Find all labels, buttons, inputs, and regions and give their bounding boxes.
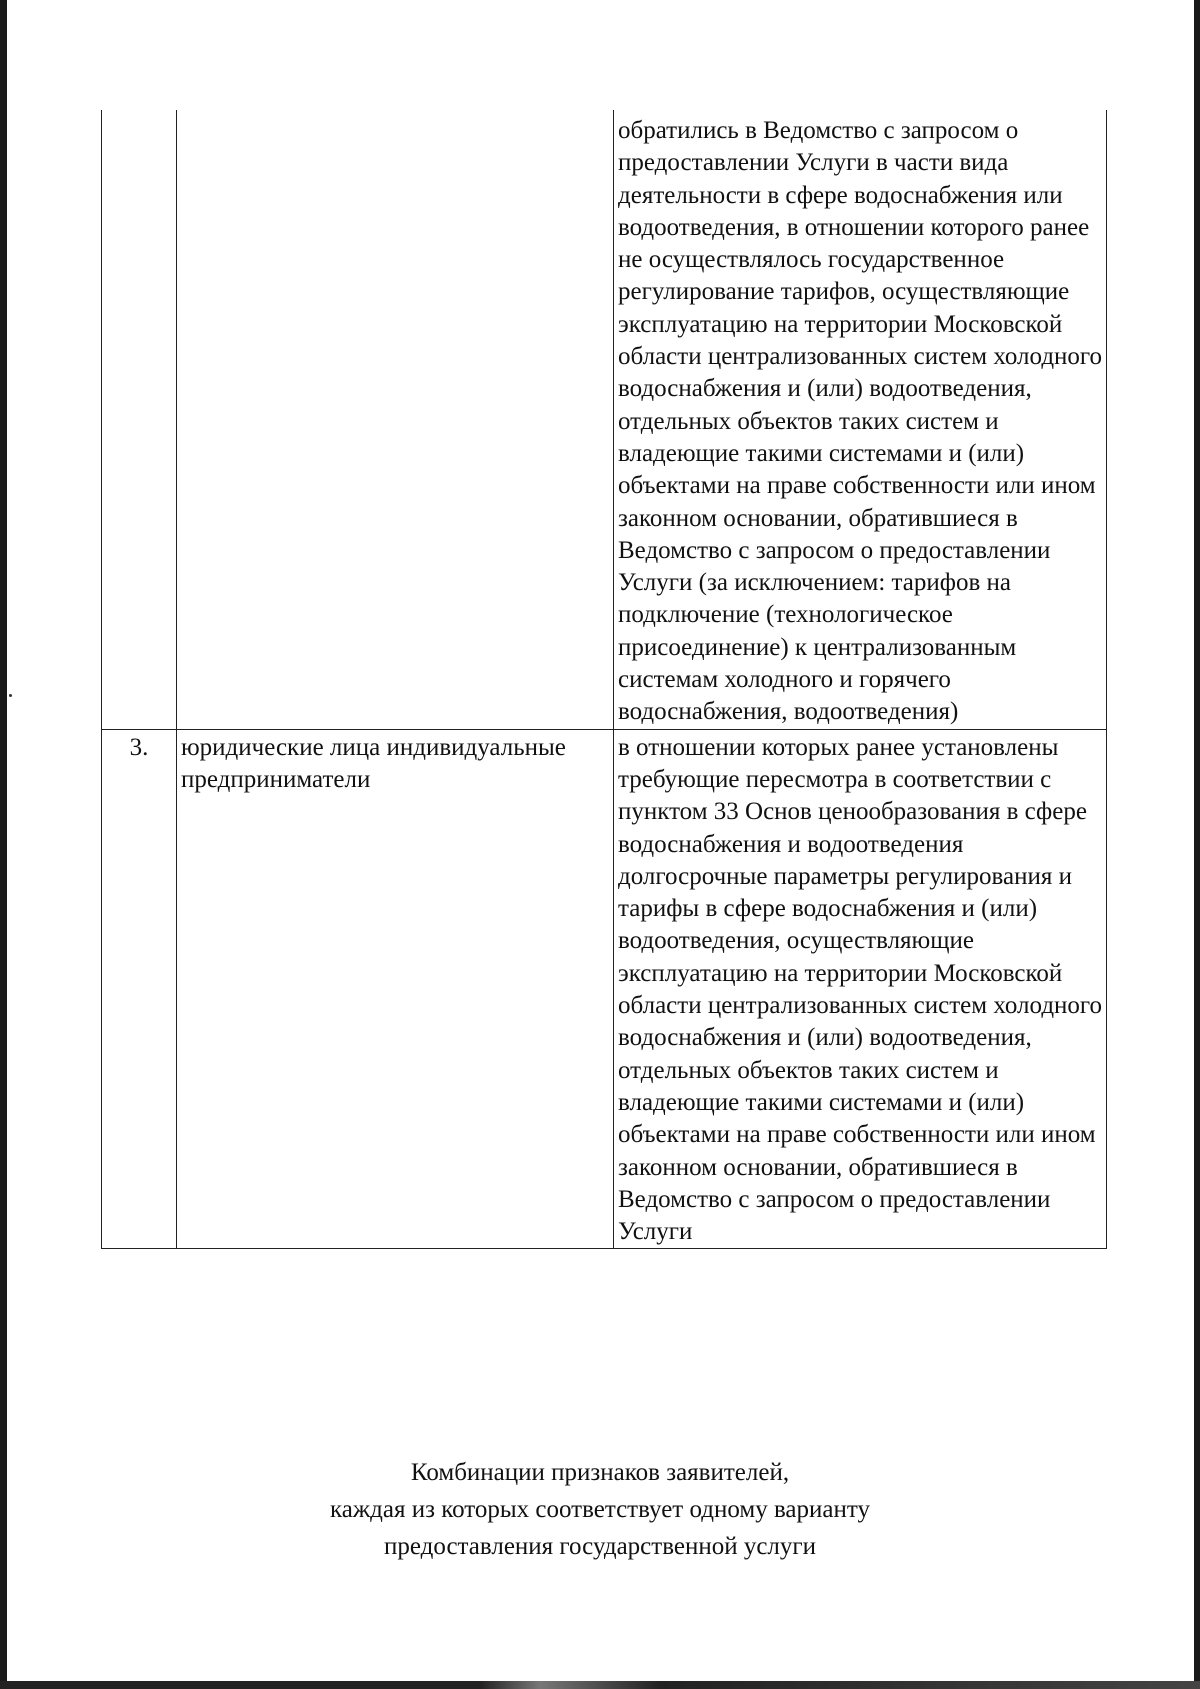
- row-number-cell: [102, 110, 177, 729]
- doc-table: [101, 110, 1107, 1249]
- applicant-categories-table: [101, 110, 1106, 1249]
- table-row-3: [102, 729, 1107, 1249]
- section-caption: [0, 1454, 1200, 1565]
- scan-speck: [9, 694, 12, 697]
- caption-line-1: Комбинации признаков заявителей,: [410, 1459, 790, 1486]
- description-cell: в отношении которых ранее установлены требующие пересмотра в соответствии с пунктом 33 Основ ценообразования в сфере водоснабжения и водоотведения долгосрочные параметры регулирования и тарифы в сфере водоснабжения и (или) водоотведения, осуществляющие эксплуатацию на территории Московской области централизованных систем холодного водоснабжения и (или) водоотведения, отдельных объектов таких систем и владеющие такими системами и (или) объектами на праве собственности или ином законном основании, обратившиеся в Ведомство с запросом о предоставлении Услуги: [614, 729, 1107, 1249]
- scan-edge-bottom: [0, 1681, 1200, 1689]
- applicant-cell: [177, 110, 614, 729]
- caption-line-3: предоставления государственной услуги: [383, 1533, 817, 1560]
- scan-edge-left: [0, 0, 7, 1689]
- table-row-continued: [102, 110, 1107, 729]
- scan-edge-right: [1194, 0, 1200, 1689]
- description-cell: обратились в Ведомство с запросом о предоставлении Услуги в части вида деятельности в сфере водоснабжения или водоотведения, в отношении которого ранее не осуществлялось государственное регулирование тарифов, осуществляющие эксплуатацию на территории Московской области централизованных систем холодного водоснабжения и (или) водоотведения, отдельных объектов таких систем и владеющие такими системами и (или) объектами на праве собственности или ином законном основании, обратившиеся в Ведомство с запросом о предоставлении Услуги (за исключением: тарифов на подключение (технологическое присоединение) к централизованным системам холодного и горячего водоснабжения, водоотведения): [614, 110, 1107, 729]
- applicant-cell: юридические лица индивидуальные предприниматели: [177, 729, 614, 1249]
- row-number-cell: 3.: [102, 729, 177, 1249]
- caption-line-2: каждая из которых соответствует одному варианту: [330, 1496, 870, 1523]
